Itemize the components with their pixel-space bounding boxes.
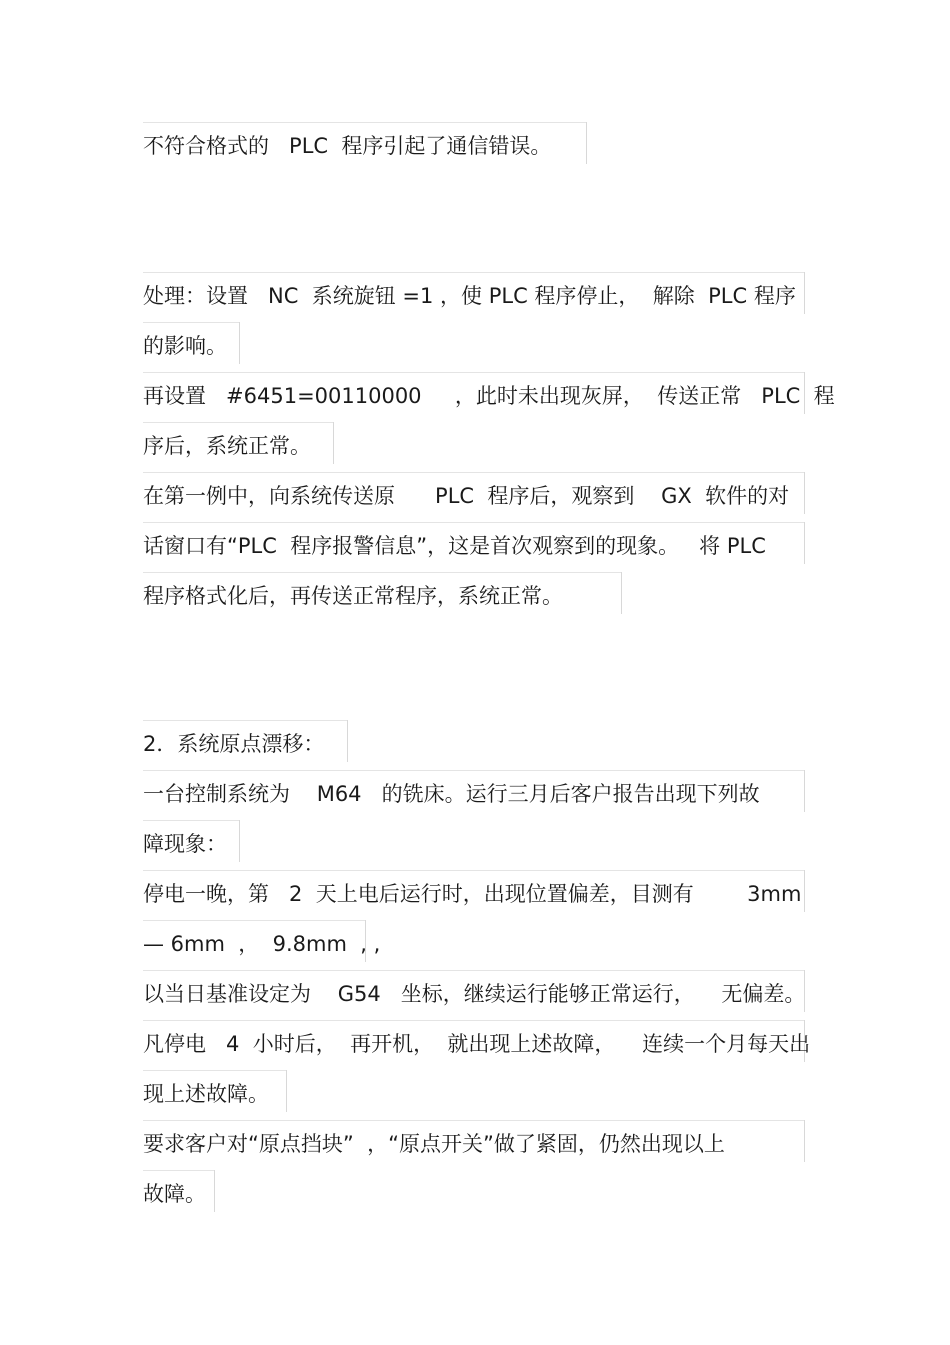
divider <box>143 322 239 323</box>
divider <box>143 122 586 123</box>
divider <box>143 1170 214 1171</box>
divider <box>214 1170 215 1212</box>
divider <box>143 522 805 523</box>
divider <box>143 770 805 771</box>
divider <box>804 272 805 314</box>
divider <box>143 272 805 273</box>
divider <box>143 372 805 373</box>
divider <box>286 1070 287 1112</box>
text-line-5: 序后，系统正常。 <box>143 434 311 458</box>
text-line-11: 停电一晚，第 2 天上电后运行时，出现位置偏差，目测有 3mm <box>143 882 802 906</box>
divider <box>347 720 348 762</box>
divider <box>143 1120 805 1121</box>
text-line-13: 以当日基准设定为 G54 坐标，继续运行能够正常运行， 无偏差。 <box>143 982 806 1006</box>
text-line-14: 凡停电 4 小时后， 再开机， 就出现上述故障， 连续一个月每天出 <box>143 1032 811 1056</box>
divider <box>143 820 239 821</box>
divider <box>804 870 805 912</box>
text-line-6: 在第一例中，向系统传送原 PLC 程序后，观察到 GX 软件的对 <box>143 484 790 508</box>
divider <box>143 720 347 721</box>
section-heading: 2．系统原点漂移： <box>143 732 325 756</box>
text-line-12: — 6mm ， 9.8mm , , <box>143 932 381 956</box>
text-line-3: 的影响。 <box>143 334 227 358</box>
divider <box>143 1070 286 1071</box>
text-line-15: 现上述故障。 <box>143 1082 269 1106</box>
divider <box>143 1020 805 1021</box>
divider <box>143 572 621 573</box>
divider <box>143 472 805 473</box>
divider <box>239 322 240 364</box>
text-line-17: 故障。 <box>143 1182 206 1206</box>
divider <box>239 820 240 862</box>
divider <box>804 522 805 564</box>
text-line-9: 一台控制系统为 M64 的铣床。运行三月后客户报告出现下列故 <box>143 782 760 806</box>
text-line-2: 处理：设置 NC 系统旋钮 =1 ，使 PLC 程序停止， 解除 PLC 程序 <box>143 284 796 308</box>
divider <box>804 472 805 514</box>
divider <box>621 572 622 614</box>
text-line-10: 障现象： <box>143 832 227 856</box>
divider <box>586 122 587 164</box>
divider <box>804 1120 805 1162</box>
divider <box>143 970 805 971</box>
divider <box>804 770 805 812</box>
divider <box>143 920 365 921</box>
text-line-16: 要求客户对“原点挡块” ，“原点开关”做了紧固，仍然出现以上 <box>143 1132 725 1156</box>
text-line-7: 话窗口有“PLC 程序报警信息”，这是首次观察到的现象。 将 PLC <box>143 534 766 558</box>
text-line-8: 程序格式化后，再传送正常程序，系统正常。 <box>143 584 563 608</box>
divider <box>333 422 334 464</box>
divider <box>143 422 333 423</box>
divider <box>143 870 805 871</box>
text-line-4: 再设置 #6451=00110000 ，此时未出现灰屏， 传送正常 PLC 程 <box>143 384 835 408</box>
text-line-1: 不符合格式的 PLC 程序引起了通信错误。 <box>143 134 552 158</box>
